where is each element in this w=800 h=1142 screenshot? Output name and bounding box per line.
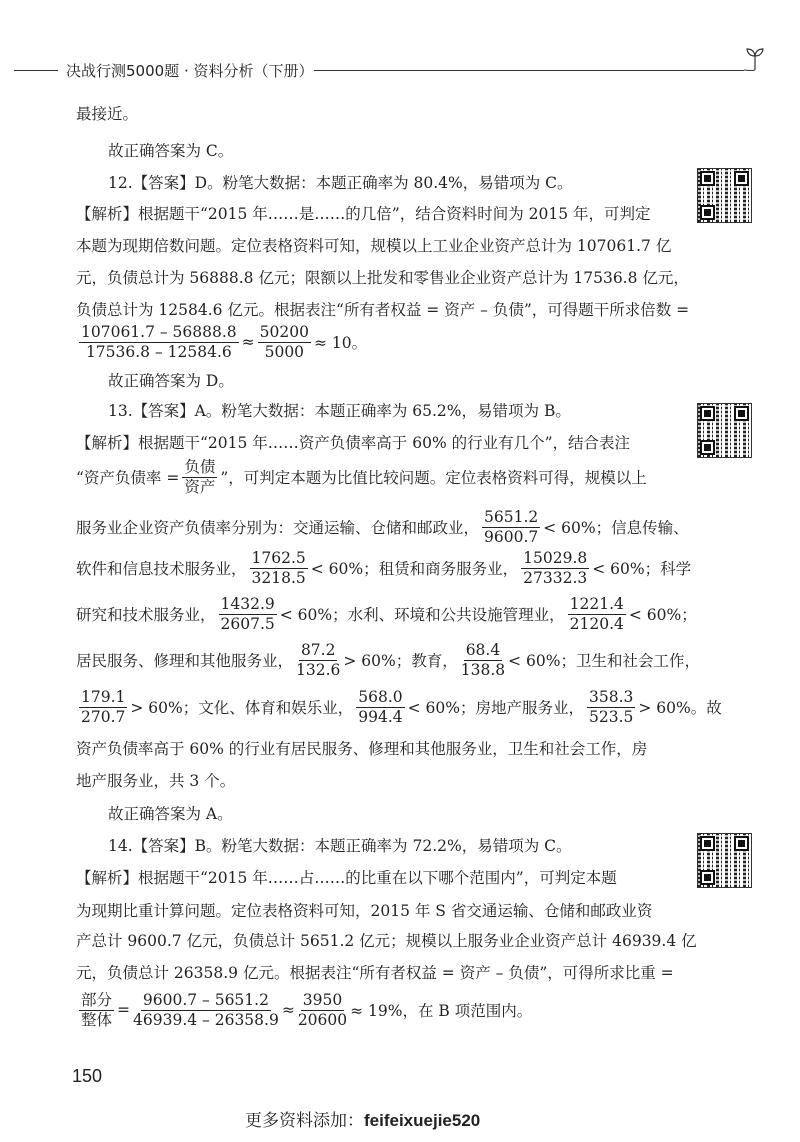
text-line	[76, 865, 617, 889]
text-segment: 13.【答案】A。粉笔大数据：本题正确率为 65.2%，易错项为 B。	[108, 402, 571, 420]
fraction	[296, 641, 340, 680]
fraction-denominator: 资产	[184, 477, 216, 496]
text-segment: 居民服务、修理和其他服务业，	[76, 652, 294, 670]
text-segment: 故正确答案为 A。	[108, 805, 233, 823]
header-rule	[314, 70, 744, 71]
text-segment: 12.【答案】D。粉笔大数据：本题正确率为 80.4%，易错项为 C。	[108, 174, 573, 192]
fraction-numerator: 87.2	[300, 640, 336, 659]
text-segment: < 60%；科学	[592, 560, 692, 578]
text-segment: < 60%；租赁和商务服务业，	[310, 560, 519, 578]
text-segment: 元，负债总计 26358.9 亿元。根据表注“所有者权益 = 资产 – 负债”，可得所求比重 =	[76, 964, 674, 982]
text-line	[76, 507, 689, 546]
text-line	[76, 640, 701, 679]
text-segment: ”，可判定本题为比值比较问题。定位表格资料可得，规模以上	[220, 469, 647, 487]
fraction	[250, 549, 308, 588]
qr-code-icon[interactable]	[697, 168, 752, 223]
fraction-numerator: 1762.5	[251, 548, 306, 567]
fraction-numerator: 5651.2	[484, 507, 539, 526]
fraction-denominator: 2607.5	[220, 614, 275, 633]
text-segment: 研究和技术服务业，	[76, 606, 216, 624]
text-line	[108, 833, 572, 857]
fraction-numerator: 179.1	[81, 687, 126, 706]
text-line	[76, 297, 689, 321]
fraction-denominator: 994.4	[358, 707, 403, 726]
fraction	[258, 323, 311, 362]
text-line	[76, 548, 692, 587]
sprout-icon	[744, 46, 766, 72]
fraction-numerator: 负债	[184, 457, 216, 476]
text-segment: < 60%；房地产服务业，	[407, 699, 584, 717]
fraction-denominator: 270.7	[81, 707, 126, 726]
text-line	[76, 990, 533, 1029]
text-line	[76, 233, 671, 257]
fraction	[133, 991, 279, 1030]
fraction	[568, 595, 626, 634]
text-segment: 最接近。	[76, 105, 139, 123]
book-title: 决战行测5000题 · 资料分析（下册）	[66, 62, 314, 80]
text-segment: 【解析】根据题干“2015 年……是……的几倍”，结合资料时间为 2015 年，可判定	[76, 205, 651, 223]
fraction-numerator: 1432.9	[220, 594, 275, 613]
text-line	[108, 801, 233, 825]
text-line	[108, 138, 233, 162]
text-segment: > 60%；教育，	[343, 652, 458, 670]
text-segment: ≈	[281, 1001, 295, 1019]
running-header	[14, 60, 754, 80]
fraction	[521, 549, 589, 588]
text-segment: 软件和信息技术服务业，	[76, 560, 247, 578]
fraction-denominator: 138.8	[460, 660, 506, 679]
text-segment: < 60%；	[628, 606, 697, 624]
fraction-denominator: 3218.5	[251, 568, 306, 587]
fraction-numerator: 15029.8	[523, 548, 588, 567]
fraction-numerator: 68.4	[465, 640, 501, 659]
text-segment: “资产负债率 =	[76, 469, 180, 487]
fraction-numerator: 部分	[81, 990, 113, 1009]
fraction-denominator: 17536.8 – 12584.6	[85, 342, 232, 361]
text-line	[76, 322, 368, 361]
text-line	[108, 368, 234, 392]
footer-note	[245, 1106, 480, 1131]
text-segment: < 60%；水利、环境和公共设施管理业，	[279, 606, 565, 624]
fraction-numerator: 107061.7 – 56888.8	[81, 322, 237, 341]
text-segment: 为现期比重计算问题。定位表格资料可知，2015 年 S 省交通运输、仓储和邮政业资	[76, 902, 653, 920]
qr-code-icon[interactable]	[697, 403, 752, 458]
fraction-denominator: 9600.7	[484, 527, 539, 546]
text-segment: ≈	[241, 333, 255, 351]
text-line	[108, 398, 571, 422]
fraction-denominator: 46939.4 – 26358.9	[133, 1010, 279, 1029]
fraction-denominator: 27332.3	[523, 568, 588, 587]
fraction	[461, 641, 505, 680]
page-number: 150	[72, 1066, 103, 1086]
fraction-numerator: 50200	[259, 322, 309, 341]
text-line	[76, 265, 689, 289]
text-line	[76, 430, 630, 454]
text-segment: 【解析】根据题干“2015 年……占……的比重在以下哪个范围内”，可判定本题	[76, 869, 617, 887]
text-line	[76, 768, 235, 792]
text-line	[76, 928, 697, 952]
fraction	[79, 688, 127, 727]
text-segment: =	[117, 1001, 131, 1019]
text-segment: ≈ 10。	[313, 334, 368, 352]
text-segment: 本题为现期倍数问题。定位表格资料可知，规模以上工业企业资产总计为 107061.7 亿	[76, 237, 672, 255]
fraction-numerator: 568.0	[358, 687, 403, 706]
text-line	[76, 898, 652, 922]
fraction	[356, 688, 404, 727]
text-line	[76, 201, 651, 225]
fraction-denominator: 523.5	[589, 707, 634, 726]
text-segment: 产总计 9600.7 亿元，负债总计 5651.2 亿元；规模以上服务业企业资产总计 46939.4 亿	[76, 932, 697, 950]
fraction-denominator: 2120.4	[569, 614, 624, 633]
text-segment: < 60%；卫生和社会工作，	[508, 652, 701, 670]
footer-contact-id: feifeixuejie520	[364, 1111, 481, 1130]
text-segment: 故正确答案为 C。	[108, 142, 234, 160]
fraction	[182, 458, 217, 497]
fraction	[79, 323, 239, 362]
text-line	[108, 170, 573, 194]
text-segment: 服务业企业资产负债率分别为：交通运输、仓储和邮政业，	[76, 519, 480, 537]
text-segment: < 60%；信息传输、	[543, 519, 689, 537]
text-line	[76, 594, 697, 633]
text-segment: 14.【答案】B。粉笔大数据：本题正确率为 72.2%，易错项为 C。	[108, 837, 572, 855]
fraction	[587, 688, 635, 727]
text-segment: 负债总计为 12584.6 亿元。根据表注“所有者权益 = 资产 – 负债”，可得题干所求倍数 =	[76, 301, 690, 319]
fraction-numerator: 1221.4	[569, 594, 624, 613]
fraction-numerator: 9600.7 – 5651.2	[142, 990, 269, 1009]
text-segment: 元，负债总计为 56888.8 亿元；限额以上批发和零售业企业资产总计为 17536.8 亿元，	[76, 269, 689, 287]
text-line	[76, 736, 647, 760]
text-segment: 【解析】根据题干“2015 年……资产负债率高于 60% 的行业有几个”，结合表注	[76, 434, 631, 452]
fraction-numerator: 358.3	[589, 687, 634, 706]
text-line	[76, 687, 722, 726]
text-line	[76, 101, 138, 125]
fraction-denominator: 整体	[81, 1010, 113, 1029]
qr-code-icon[interactable]	[697, 833, 752, 888]
fraction	[298, 991, 347, 1030]
fraction	[219, 595, 277, 634]
text-segment: > 60%。故	[638, 699, 722, 717]
text-line	[76, 457, 647, 496]
footer-label: 更多资料添加：	[245, 1111, 364, 1131]
text-segment: 地产服务业，共 3 个。	[76, 772, 236, 790]
header-rule	[14, 70, 58, 71]
text-line	[76, 960, 674, 984]
fraction-numerator: 3950	[302, 990, 343, 1009]
fraction-denominator: 20600	[297, 1010, 348, 1029]
text-segment: ≈ 19%，在 B 项范围内。	[350, 1002, 533, 1020]
text-segment: 故正确答案为 D。	[108, 372, 234, 390]
fraction-denominator: 132.6	[296, 660, 341, 679]
fraction	[482, 508, 540, 547]
fraction	[79, 991, 114, 1030]
text-segment: 资产负债率高于 60% 的行业有居民服务、修理和其他服务业，卫生和社会工作，房	[76, 740, 648, 758]
fraction-denominator: 5000	[264, 342, 305, 361]
text-segment: > 60%；文化、体育和娱乐业，	[130, 699, 354, 717]
